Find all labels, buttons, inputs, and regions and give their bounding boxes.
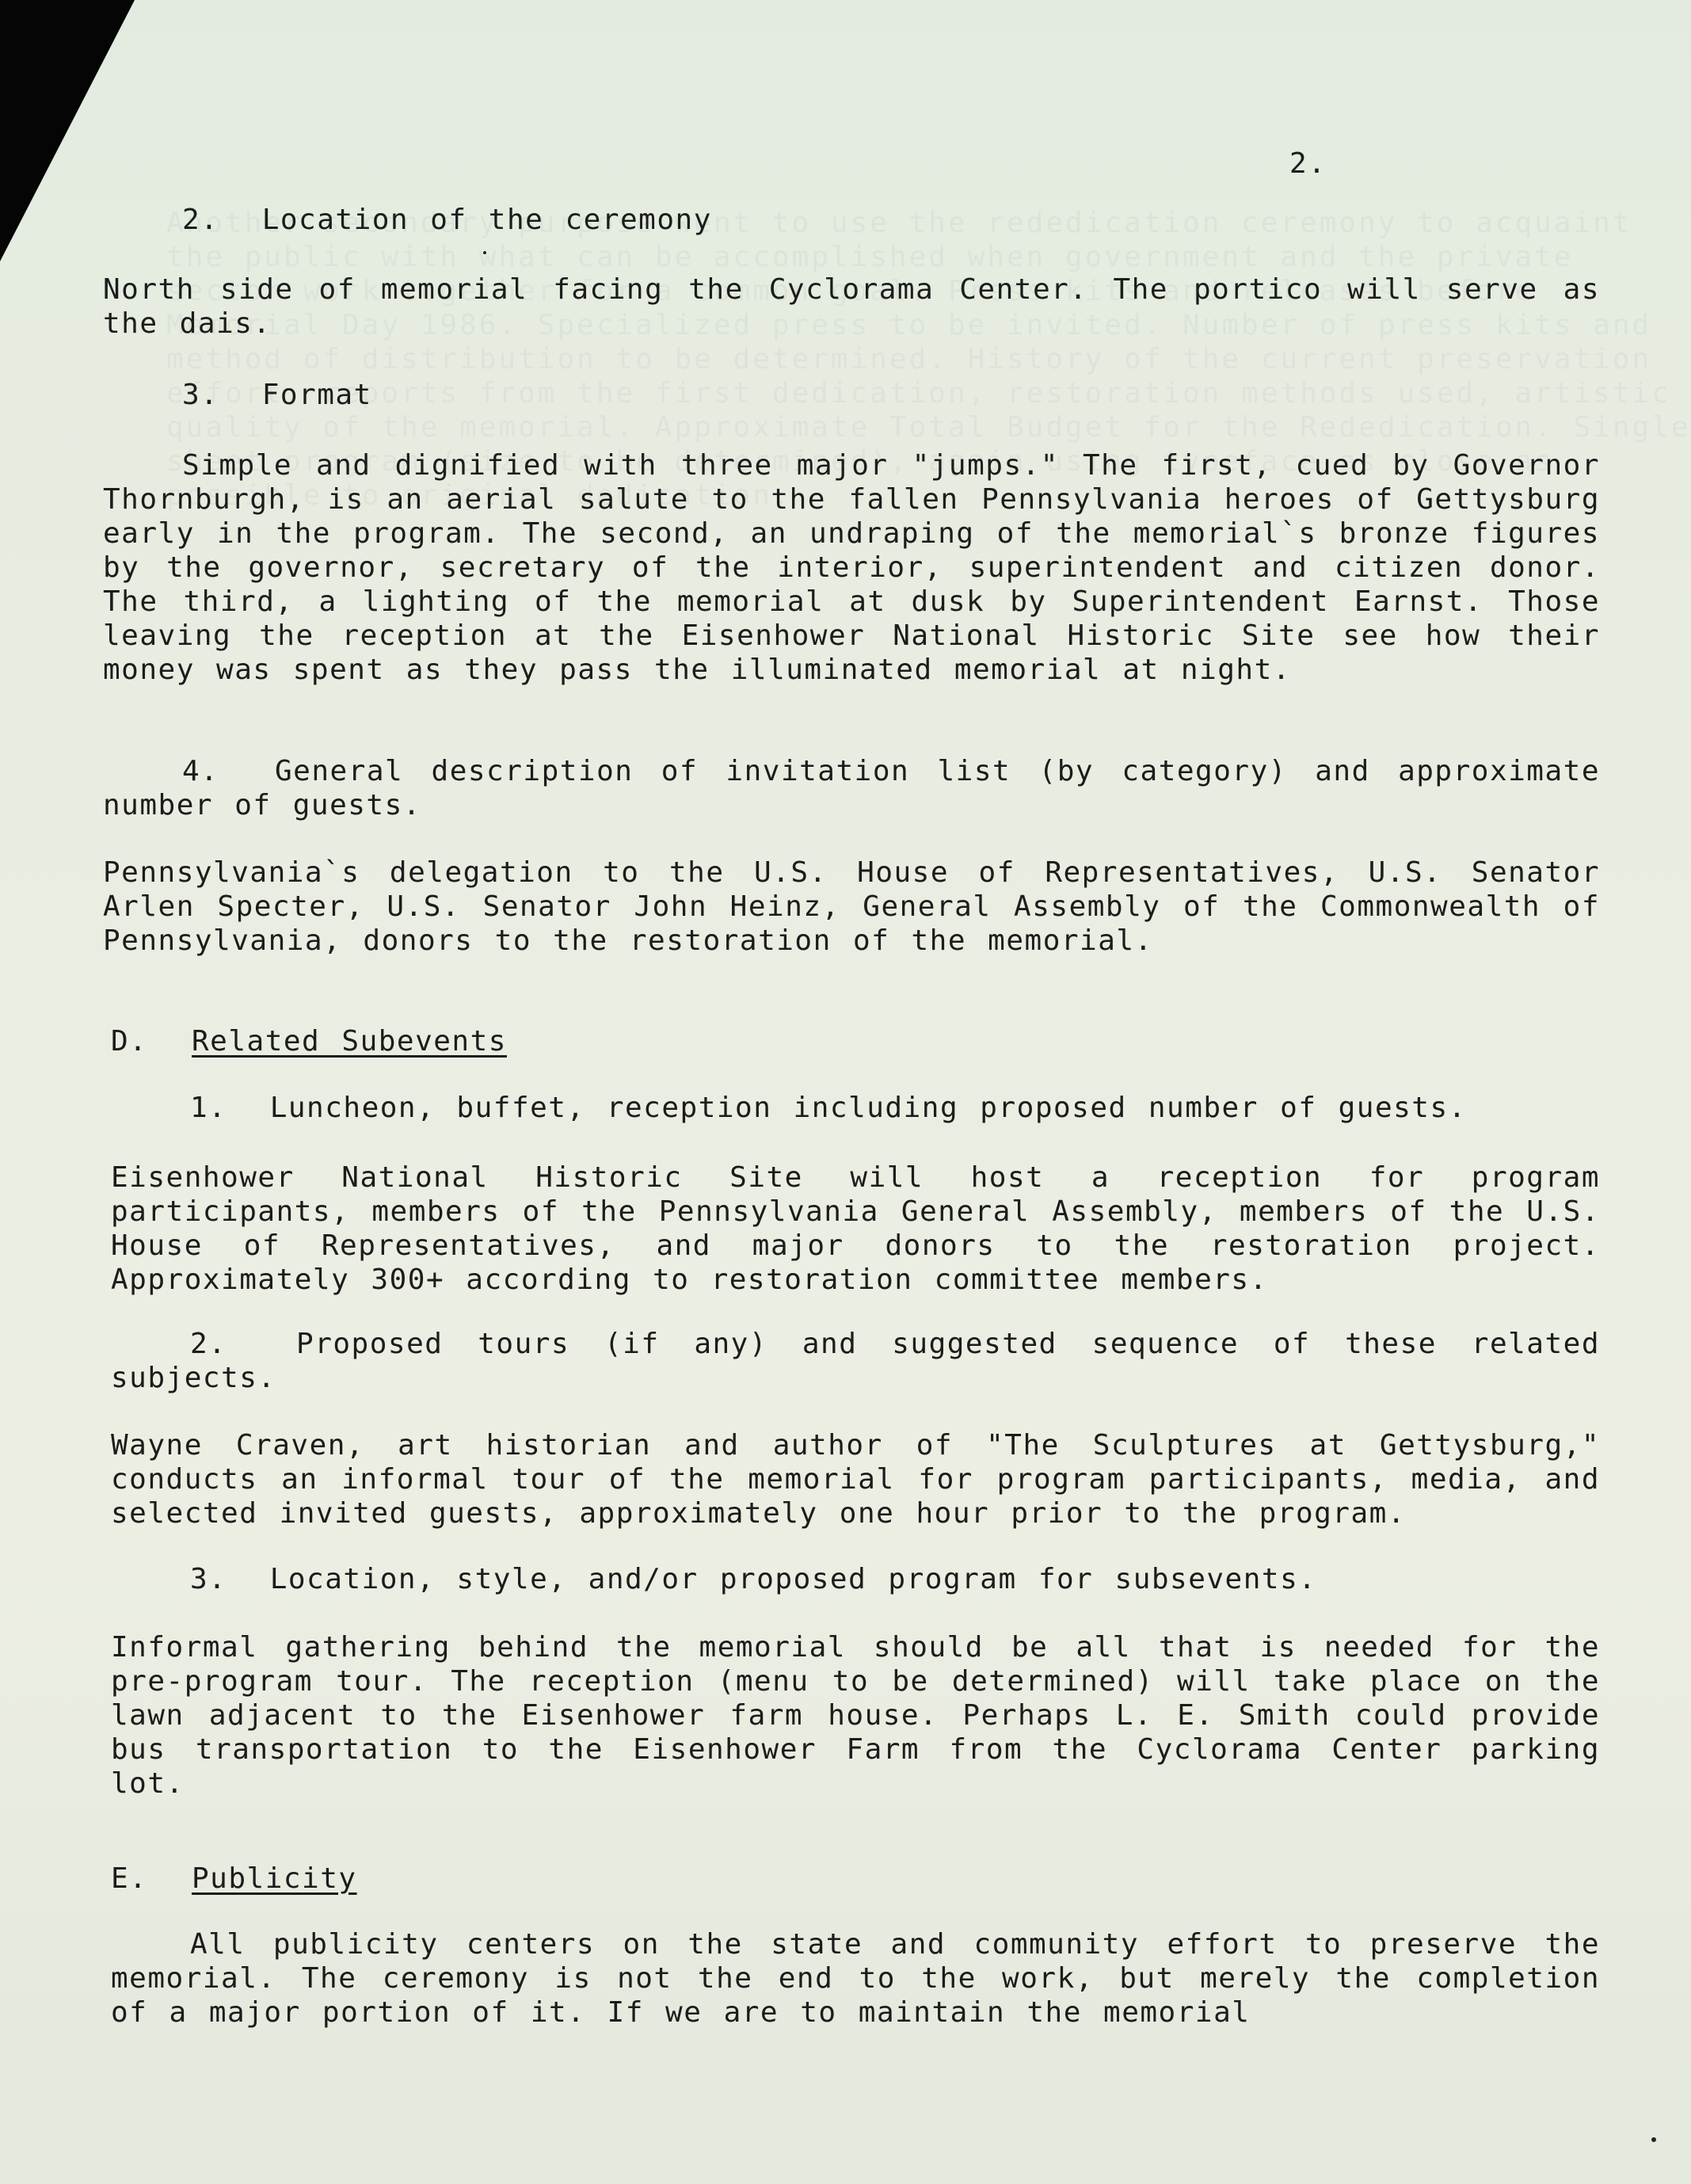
luncheon-heading: 1. Luncheon, buffet, reception including proposed number of guests. bbox=[190, 1092, 1467, 1124]
tours-body: Wayne Craven, art historian and author of "The Sculptures at Gettysburg," conducts an informal tour of the memorial for program participants, media, and selected invited guests, approximately one hour prior to the program. bbox=[111, 1429, 1622, 1530]
location-subevents-body: Informal gathering behind the memorial should be all that is needed for the pre-program tour. The reception (menu to be determined) will take place on the lawn adjacent to the Eisenhower farm house. Perhaps L. E. Smith could provide bus transportation to the Eisenhower Farm from the Cyclorama Center parking lot. bbox=[111, 1631, 1622, 1800]
publicity-body: All publicity centers on the state and community effort to preserve the memorial. The ceremony is not the end to the work, but merely the completion of a major portion of it. If we are to maintain the memorial bbox=[111, 1928, 1622, 2029]
ink-speck bbox=[1651, 2137, 1656, 2142]
location-subevents-heading: 3. Location, style, and/or proposed program for subsevents. bbox=[190, 1563, 1317, 1595]
luncheon-body: Eisenhower National Historic Site will host a reception for program participants, members of the Pennsylvania General Assembly, members of the U.S. House of Representatives, and major donors to the restoration project. Approximately 300+ according to restoration committee members. bbox=[111, 1161, 1622, 1296]
format-heading: 3. Format bbox=[182, 379, 372, 411]
publicity-label: E. bbox=[111, 1862, 148, 1895]
page-number: 2. bbox=[1289, 147, 1327, 180]
ink-speck bbox=[483, 251, 486, 254]
format-body: Simple and dignified with three major "jumps." The first, cued by Governor Thornburgh, is an aerial salute to the fallen Pennsylvania heroes of Gettysburg early in the program. The second, an undraping of the memorial`s bronze figures by the governor, secretary of the interior, superintendent and citizen donor. The third, a lighting of the memorial at dusk by Superintendent Earnst. Those leaving the reception at the Eisenhower National Historic Site see how their money was spent as they pass the illuminated memorial at night. bbox=[103, 449, 1622, 686]
publicity-heading: Publicity bbox=[192, 1862, 357, 1895]
invitation-body: Pennsylvania`s delegation to the U.S. House of Representatives, U.S. Senator Arlen Specter, U.S. Senator John Heinz, General Assembly of the Commonwealth of Pennsylvania, donors to the restoration of the memorial. bbox=[103, 856, 1622, 957]
related-heading: Related Subevents bbox=[192, 1025, 507, 1058]
invitation-heading: 4. General description of invitation list (by category) and approximate number of guests. bbox=[103, 755, 1622, 821]
tours-heading: 2. Proposed tours (if any) and suggested sequence of these related subjects. bbox=[111, 1328, 1622, 1394]
location-body: North side of memorial facing the Cyclorama Center. The portico will serve as the dais. bbox=[103, 273, 1622, 340]
related-label: D. bbox=[111, 1025, 148, 1058]
location-heading: 2. Location of the ceremony bbox=[182, 204, 712, 236]
